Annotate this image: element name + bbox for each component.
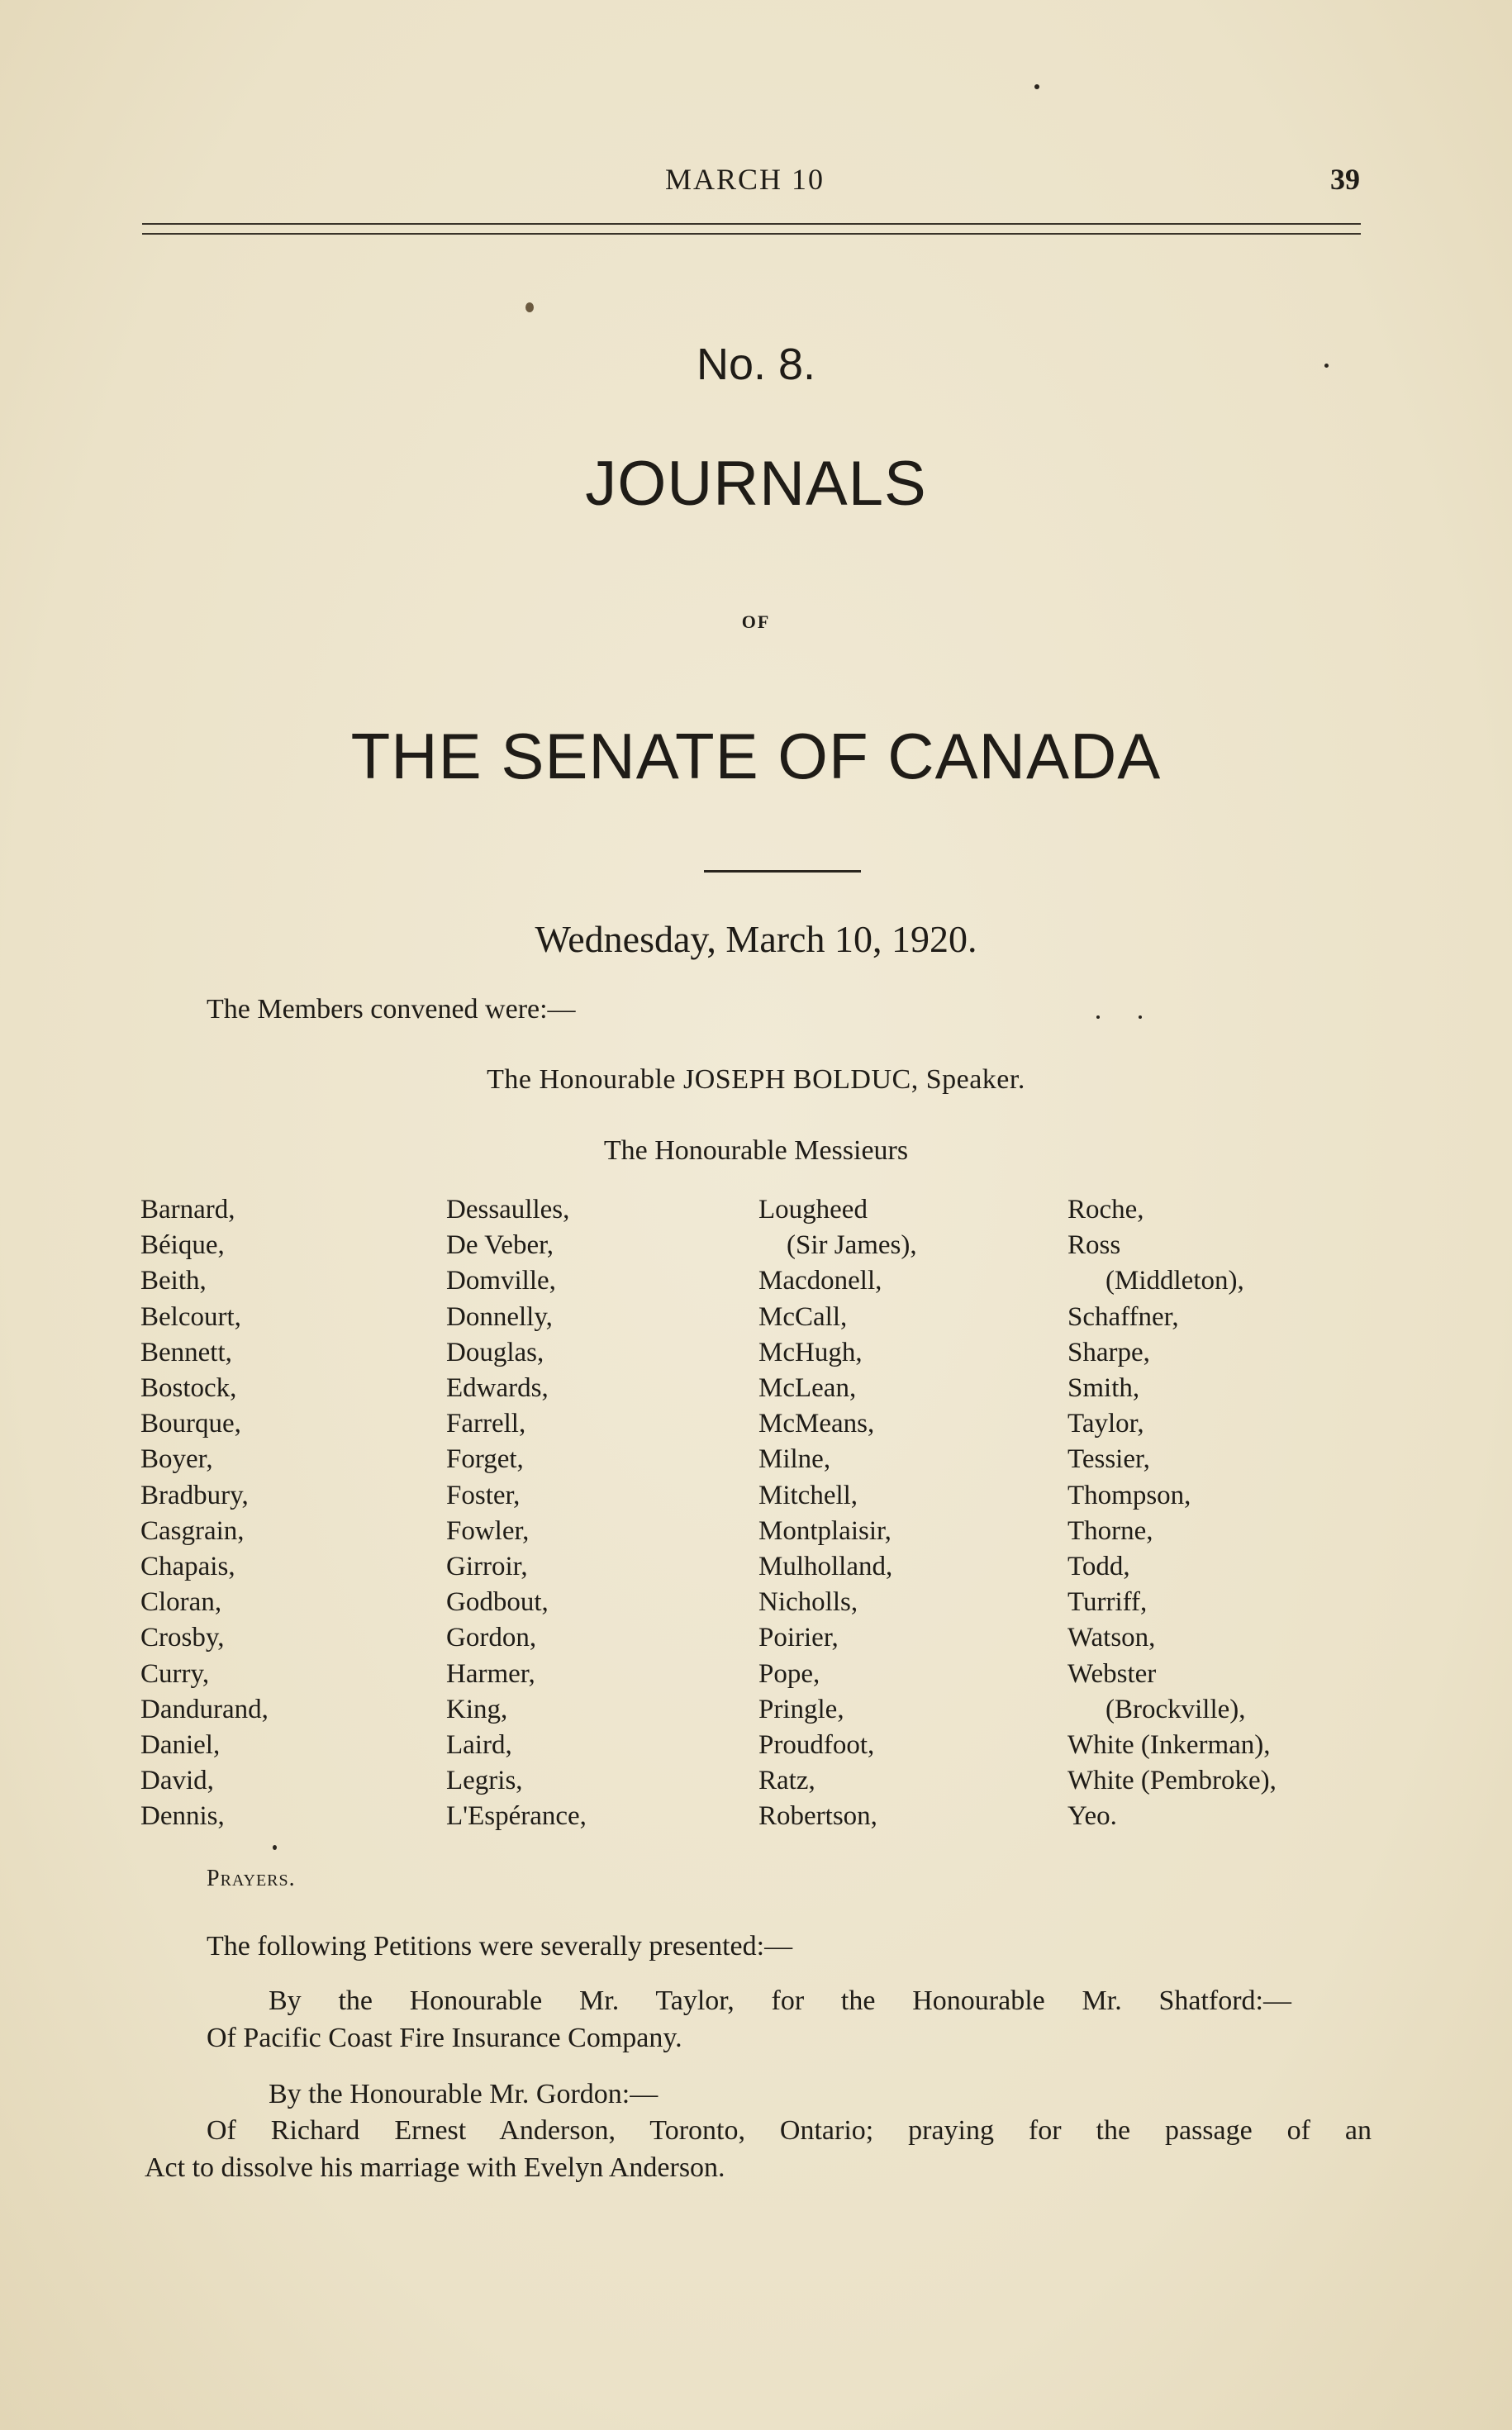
- member-name: Sharpe,: [1067, 1337, 1150, 1367]
- ink-speck: [273, 1845, 277, 1850]
- member-name: Ross: [1067, 1230, 1121, 1261]
- member-name: Bennett,: [140, 1337, 232, 1367]
- member-name: Taylor,: [1067, 1409, 1144, 1439]
- member-name: Chapais,: [140, 1552, 235, 1582]
- member-name: Legris,: [446, 1766, 523, 1796]
- messieurs-heading: The Honourable Messieurs: [603, 1135, 909, 1166]
- member-name: Macdonell,: [758, 1266, 882, 1296]
- member-name: Girroir,: [446, 1552, 528, 1582]
- member-name: Foster,: [446, 1480, 521, 1510]
- member-name: De Veber,: [446, 1230, 554, 1261]
- journal-number: No. 8.: [696, 340, 816, 389]
- members-column-3: [758, 1192, 917, 1835]
- member-name: (Middleton),: [1105, 1266, 1244, 1296]
- member-name: Béique,: [140, 1230, 225, 1261]
- ink-speck: [1096, 1015, 1100, 1019]
- member-name: Schaffner,: [1067, 1301, 1179, 1332]
- member-name: Bourque,: [140, 1409, 241, 1439]
- member-name: Daniel,: [140, 1730, 221, 1761]
- member-name: L'Espérance,: [446, 1801, 587, 1832]
- member-name: Belcourt,: [140, 1301, 241, 1332]
- header-double-rule: [142, 223, 1361, 235]
- member-name: Dessaulles,: [446, 1195, 570, 1225]
- ink-speck: [1139, 1015, 1142, 1019]
- member-name: Farrell,: [446, 1409, 526, 1439]
- member-name: Cloran,: [140, 1587, 222, 1618]
- journals-title: JOURNALS: [585, 449, 927, 519]
- member-name: Dennis,: [140, 1801, 225, 1832]
- member-name: Mitchell,: [758, 1480, 858, 1510]
- member-name: Bradbury,: [140, 1480, 249, 1510]
- member-name: Thompson,: [1067, 1480, 1191, 1510]
- member-name: Montplaisir,: [758, 1515, 892, 1546]
- member-name: White (Inkerman),: [1067, 1730, 1271, 1761]
- senate-title: THE SENATE OF CANADA: [350, 720, 1162, 792]
- members-column-1: [140, 1192, 269, 1835]
- member-name: White (Pembroke),: [1067, 1766, 1277, 1796]
- member-name: Turriff,: [1067, 1587, 1148, 1618]
- ink-speck: [1034, 84, 1039, 89]
- petition-1-petitioner: Of Pacific Coast Fire Insurance Company.: [207, 2023, 682, 2053]
- member-name: Roche,: [1067, 1195, 1144, 1225]
- running-head: [0, 162, 1512, 203]
- member-name: Casgrain,: [140, 1515, 245, 1546]
- petition-2-presenter: By the Honourable Mr. Gordon:—: [269, 2079, 659, 2109]
- member-name: Edwards,: [446, 1373, 549, 1404]
- petition-2-line-2: Act to dissolve his marriage with Evelyn Anderson.: [145, 2152, 725, 2183]
- member-name: Bostock,: [140, 1373, 237, 1404]
- member-name: Beith,: [140, 1266, 207, 1296]
- member-name: Domville,: [446, 1266, 556, 1296]
- member-name: Douglas,: [446, 1337, 544, 1367]
- member-name: (Brockville),: [1105, 1694, 1246, 1724]
- member-name: Ratz,: [758, 1766, 815, 1796]
- of-label: OF: [741, 611, 771, 632]
- member-name: Pringle,: [758, 1694, 844, 1724]
- member-name: Crosby,: [140, 1623, 225, 1653]
- ink-speck: [1324, 364, 1329, 368]
- member-name: Robertson,: [758, 1801, 877, 1832]
- member-name: Laird,: [446, 1730, 512, 1761]
- running-title: MARCH 10: [665, 163, 825, 196]
- member-name: Boyer,: [140, 1444, 213, 1475]
- member-name: Todd,: [1067, 1552, 1130, 1582]
- member-name: Fowler,: [446, 1515, 530, 1546]
- member-name: Donnelly,: [446, 1301, 553, 1332]
- petition-2-petitioner: [145, 2112, 1372, 2186]
- members-convened-line: The Members convened were:—: [207, 994, 576, 1025]
- member-name: Smith,: [1067, 1373, 1140, 1404]
- member-name: Webster: [1067, 1658, 1157, 1689]
- member-name: Tessier,: [1067, 1444, 1150, 1475]
- petition-1-presenter: By the Honourable Mr. Taylor, for the Honourable Mr. Shatford:—: [269, 1985, 1291, 2016]
- member-name: Barnard,: [140, 1195, 235, 1225]
- member-name: Poirier,: [758, 1623, 839, 1653]
- member-name: Forget,: [446, 1444, 524, 1475]
- prayers-heading: Prayers.: [207, 1866, 296, 1891]
- member-name: Dandurand,: [140, 1694, 269, 1724]
- members-column-2: [446, 1192, 587, 1835]
- member-name: David,: [140, 1766, 214, 1796]
- page-number: 39: [1330, 163, 1360, 196]
- member-name: Nicholls,: [758, 1587, 858, 1618]
- member-name: Proudfoot,: [758, 1730, 875, 1761]
- ink-speck: [525, 302, 534, 312]
- member-name: Harmer,: [446, 1658, 535, 1689]
- member-name: McHugh,: [758, 1337, 863, 1367]
- member-name: Godbout,: [446, 1587, 549, 1618]
- member-name: Watson,: [1067, 1623, 1156, 1653]
- member-name: (Sir James),: [787, 1230, 917, 1261]
- member-name: Yeo.: [1067, 1801, 1117, 1832]
- member-name: Curry,: [140, 1658, 210, 1689]
- member-name: Lougheed: [758, 1195, 868, 1225]
- member-name: King,: [446, 1694, 508, 1724]
- speaker-line: The Honourable JOSEPH BOLDUC, Speaker.: [487, 1064, 1025, 1095]
- petition-2-line-1: Of Richard Ernest Anderson, Toronto, Ontario; praying for the passage of an: [207, 2115, 1372, 2146]
- member-name: Gordon,: [446, 1623, 537, 1653]
- member-name: Mulholland,: [758, 1552, 893, 1582]
- member-name: McMeans,: [758, 1409, 875, 1439]
- member-name: Thorne,: [1067, 1515, 1153, 1546]
- title-divider-rule: [704, 870, 861, 873]
- petitions-intro: The following Petitions were severally presented:—: [207, 1931, 793, 1962]
- member-name: Pope,: [758, 1658, 820, 1689]
- member-name: McCall,: [758, 1301, 848, 1332]
- member-name: Milne,: [758, 1444, 831, 1475]
- member-name: McLean,: [758, 1373, 857, 1404]
- session-date: Wednesday, March 10, 1920.: [535, 918, 977, 960]
- members-column-4: [1067, 1192, 1277, 1835]
